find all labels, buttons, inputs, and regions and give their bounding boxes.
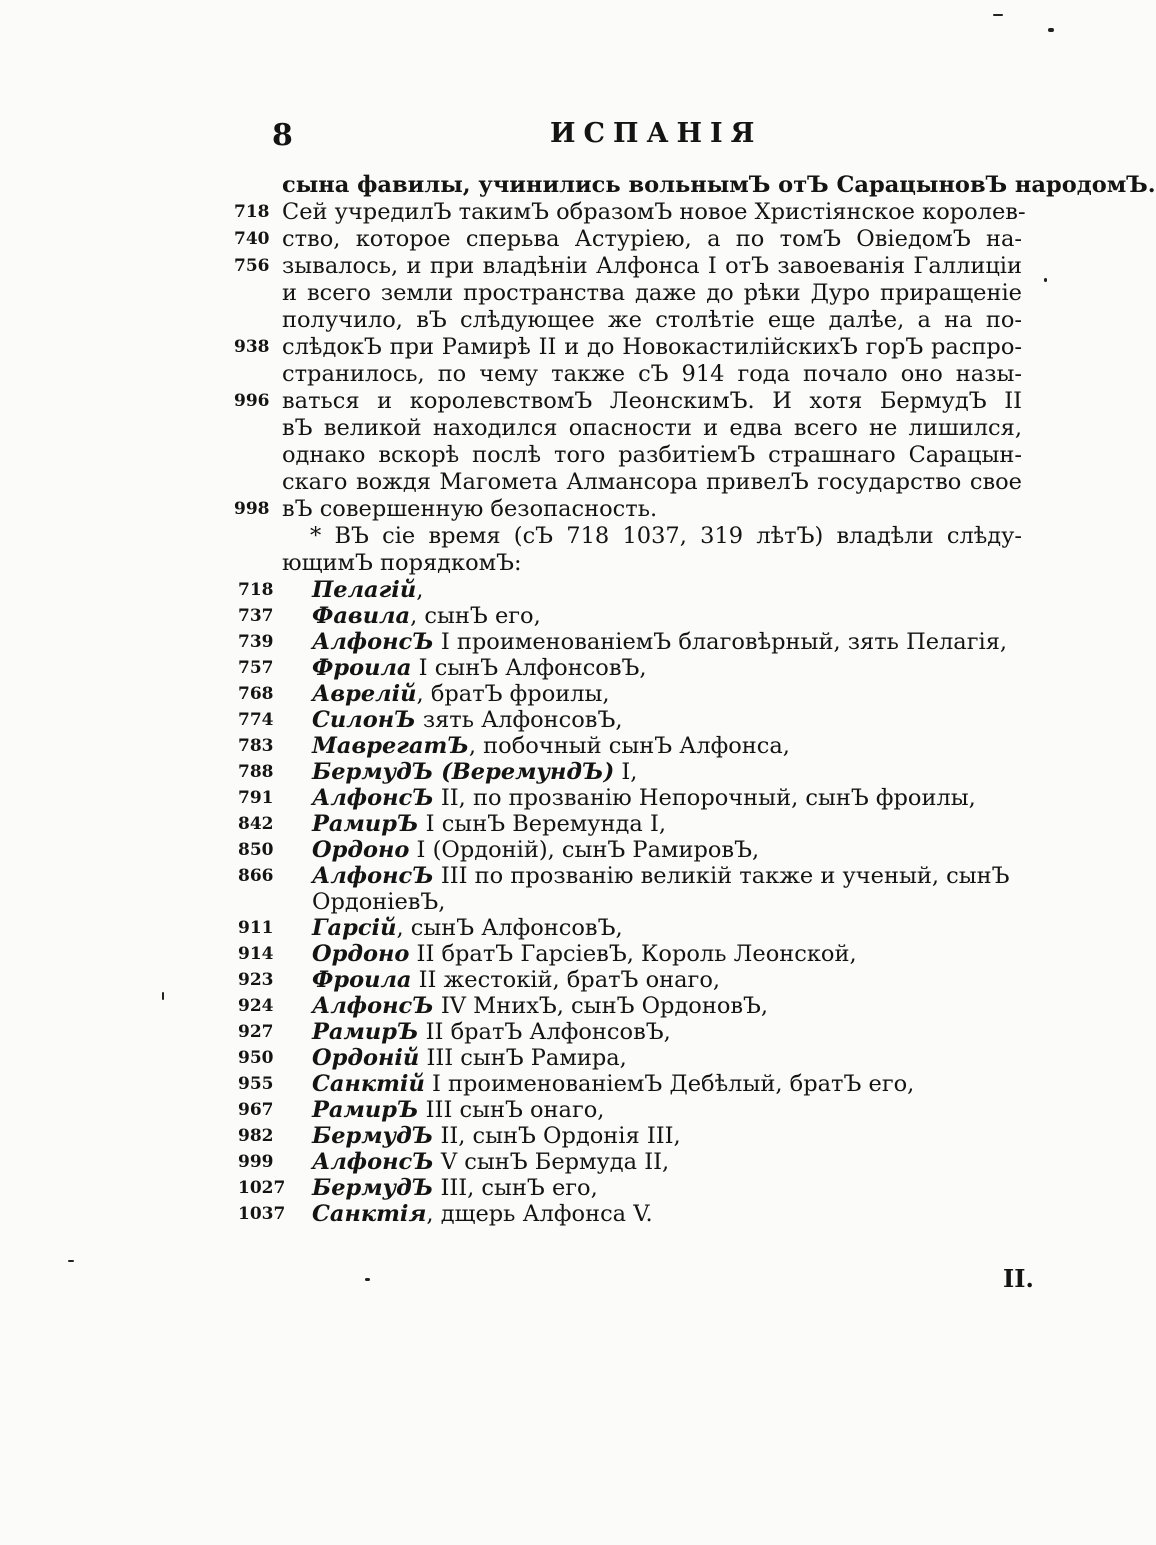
ruler-year: 982 (238, 1126, 274, 1146)
ruler-description: , дщерь Алфонса V. (426, 1201, 653, 1227)
paragraph-line: зывалось, и при владѣніи Алфонса I отЪ завоеванія Галлиціи (282, 253, 1022, 279)
intro-line: * ВЪ сіе время (сЪ 718 1037, 319 лѣтЪ) владѣли слѣду- (310, 523, 1022, 549)
ruler-name: РамирЪ (312, 811, 419, 837)
margin-year: 996 (234, 391, 270, 411)
paragraph-line: слѣдокЪ при Рамирѣ II и до НовокастилійскихЪ горЪ распро- (282, 334, 1022, 360)
ruler-entry (312, 655, 1032, 681)
paragraph-line: странилось, по чему также сЪ 914 года почало оно назы- (282, 361, 1022, 387)
ruler-year: 774 (238, 710, 274, 730)
ruler-entry (312, 1045, 1032, 1071)
ruler-name: БермудЪ (ВеремундЪ) (312, 759, 615, 785)
ruler-description: I проименованіемЪ благовѣрный, зять Пелагія, (433, 629, 1008, 655)
ruler-name: Санктій (312, 1071, 425, 1097)
ruler-name: РамирЪ (312, 1019, 419, 1045)
ruler-year: 911 (238, 918, 274, 938)
ruler-name: АлфонсЪ (312, 785, 434, 811)
ruler-entry (312, 1149, 1032, 1175)
ruler-entry (312, 941, 1032, 967)
ruler-description: III сынЪ онаго, (418, 1097, 605, 1123)
page-number: 8 (272, 118, 293, 153)
margin-year: 756 (234, 256, 270, 276)
paragraph-line: ваться и королевствомЪ ЛеонскимЪ. И хотя БермудЪ II (282, 388, 1022, 414)
ruler-name: РамирЪ (312, 1097, 419, 1123)
ruler-entry (312, 681, 1032, 707)
ruler-entry (312, 759, 1032, 785)
ruler-year: 1027 (238, 1178, 286, 1198)
ruler-entry (312, 993, 1032, 1019)
ruler-name: АлфонсЪ (312, 863, 434, 889)
ruler-year: 757 (238, 658, 274, 678)
ruler-description: , побочный сынЪ Алфонса, (468, 733, 790, 759)
ruler-year: 1037 (238, 1204, 286, 1224)
ruler-year: 924 (238, 996, 274, 1016)
paragraph-line: ство, которое сперьва Астуріею, а по томЪ ОвіедомЪ на- (282, 226, 1022, 252)
ruler-entry (312, 1019, 1032, 1045)
ruler-name: Ордоно (312, 837, 410, 863)
paragraph-line: получило, вЪ слѣдующее же столѣтіе еще далѣе, а на по- (282, 307, 1022, 333)
ruler-year: 739 (238, 632, 274, 652)
ruler-description: ОрдоніевЪ, (312, 889, 446, 915)
running-head: ИСПАНІЯ (550, 118, 763, 149)
scan-speck (993, 14, 1003, 16)
ruler-name: Аврелій (312, 681, 417, 707)
ruler-entry (312, 889, 1032, 915)
ruler-year: 783 (238, 736, 274, 756)
ruler-description: IV МнихЪ, сынЪ ОрдоновЪ, (433, 993, 769, 1019)
ruler-entry (312, 733, 1032, 759)
ruler-name: БермудЪ (312, 1123, 434, 1149)
ruler-description: II, по прозванію Непорочный, сынЪ фроилы, (433, 785, 976, 811)
ruler-description: , сынЪ его, (410, 603, 541, 629)
ruler-description: I, (614, 759, 638, 785)
ruler-entry (312, 785, 1032, 811)
ruler-entry (312, 1097, 1032, 1123)
ruler-name: АлфонсЪ (312, 993, 434, 1019)
scan-speck (365, 1278, 370, 1281)
ruler-year: 999 (238, 1152, 274, 1172)
scan-speck (1044, 278, 1047, 282)
ruler-description: III сынЪ Рамира, (419, 1045, 627, 1071)
ruler-description: II, сынЪ Ордонія III, (433, 1123, 681, 1149)
ruler-year: 914 (238, 944, 274, 964)
paragraph-line: сына фавилы, учинились вольнымЪ отЪ СарацыновЪ народомЪ. (282, 172, 1156, 198)
paragraph-line: и всего земли пространства даже до рѣки Дуро приращеніе (282, 280, 1022, 306)
ruler-name: Санктія (312, 1201, 427, 1227)
ruler-description: , (416, 577, 424, 603)
ruler-entry (312, 837, 1032, 863)
ruler-year: 768 (238, 684, 274, 704)
ruler-entry (312, 1071, 1032, 1097)
ruler-year: 791 (238, 788, 274, 808)
ruler-description: I сынЪ Веремунда I, (418, 811, 667, 837)
margin-year: 718 (234, 202, 270, 222)
ruler-year: 927 (238, 1022, 274, 1042)
catchword: II. (1003, 1264, 1034, 1293)
ruler-name: Ордоно (312, 941, 410, 967)
ruler-name: Фроила (312, 967, 412, 993)
scan-speck (162, 992, 164, 1000)
paragraph-line: Сей учредилЪ такимЪ образомЪ новое Христіянское королев- (282, 199, 1026, 225)
margin-year: 998 (234, 499, 270, 519)
ruler-year: 955 (238, 1074, 274, 1094)
ruler-entry (312, 603, 1032, 629)
scan-speck (1048, 28, 1054, 32)
ruler-name: СилонЪ (312, 707, 416, 733)
ruler-description: I проименованіемЪ Дебѣлый, братЪ его, (424, 1071, 915, 1097)
ruler-entry (312, 1123, 1032, 1149)
ruler-year: 718 (238, 580, 274, 600)
ruler-entry (312, 811, 1032, 837)
ruler-description: , сынЪ АлфонсовЪ, (396, 915, 623, 941)
ruler-description: II братЪ АлфонсовЪ, (418, 1019, 671, 1045)
ruler-name: Фавила (312, 603, 411, 629)
ruler-entry (312, 1201, 1032, 1227)
ruler-entry (312, 707, 1032, 733)
paragraph-line: вЪ великой находился опасности и едва всего не лишился, (282, 415, 1022, 441)
ruler-name: БермудЪ (312, 1175, 434, 1201)
ruler-description: II жестокій, братЪ онаго, (411, 967, 721, 993)
ruler-description: зять АлфонсовЪ, (415, 707, 623, 733)
margin-year: 740 (234, 229, 270, 249)
ruler-entry (312, 629, 1032, 655)
ruler-name: Пелагій (312, 577, 417, 603)
ruler-entry (312, 1175, 1032, 1201)
margin-year: 938 (234, 337, 270, 357)
ruler-year: 788 (238, 762, 274, 782)
ruler-name: МаврегатЪ (312, 733, 469, 759)
paragraph-line: вЪ совершенную безопасность. (282, 496, 658, 522)
ruler-year: 866 (238, 866, 274, 886)
paragraph-line: однако вскорѣ послѣ того разбитіемЪ страшнаго Сарацын- (282, 442, 1022, 468)
ruler-year: 737 (238, 606, 274, 626)
paragraph-line: скаго вождя Магомета Алмансора привелЪ государство свое (282, 469, 1022, 495)
ruler-entry (312, 967, 1032, 993)
ruler-description: II братЪ ГарсіевЪ, Король Леонской, (409, 941, 857, 967)
ruler-description: I сынЪ АлфонсовЪ, (411, 655, 647, 681)
ruler-entry (312, 863, 1032, 889)
ruler-year: 967 (238, 1100, 274, 1120)
ruler-year (238, 889, 298, 915)
intro-line: ющимЪ порядкомЪ: (282, 550, 522, 576)
ruler-year: 842 (238, 814, 274, 834)
ruler-description: III, сынЪ его, (433, 1175, 598, 1201)
ruler-description: , братЪ фроилы, (416, 681, 610, 707)
scan-speck (68, 1260, 74, 1262)
ruler-name: Ордоній (312, 1045, 420, 1071)
ruler-description: III по прозванію великій также и ученый, сынЪ (433, 863, 1010, 889)
ruler-name: Фроила (312, 655, 412, 681)
ruler-name: Гарсій (312, 915, 397, 941)
ruler-year: 950 (238, 1048, 274, 1068)
ruler-entry (312, 577, 1032, 603)
ruler-name: АлфонсЪ (312, 1149, 434, 1175)
ruler-description: V сынЪ Бермуда II, (433, 1149, 670, 1175)
ruler-entry (312, 915, 1032, 941)
ruler-year: 850 (238, 840, 274, 860)
ruler-description: I (Ордоній), сынЪ РамировЪ, (409, 837, 760, 863)
ruler-year: 923 (238, 970, 274, 990)
ruler-name: АлфонсЪ (312, 629, 434, 655)
